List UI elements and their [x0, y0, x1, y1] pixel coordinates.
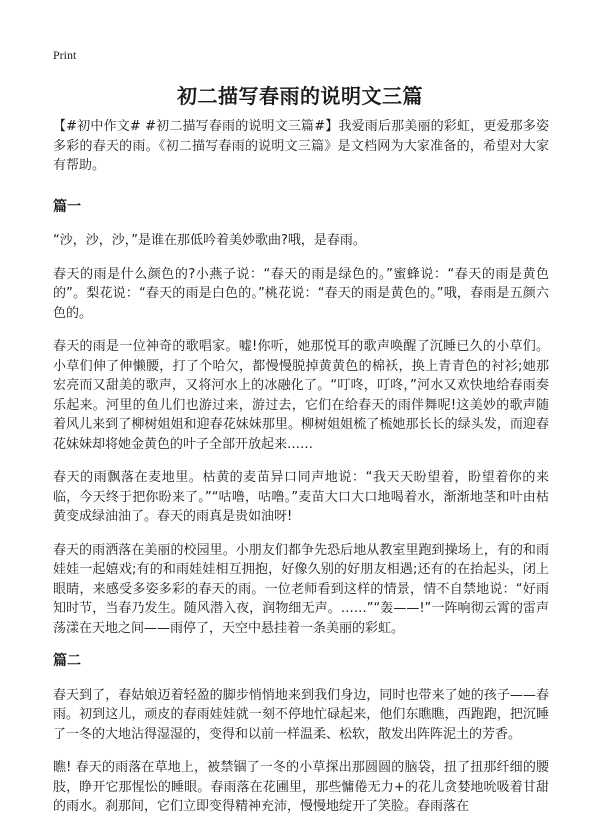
- print-link[interactable]: Print: [53, 48, 77, 62]
- paragraph: 春天的雨是一位神奇的歌唱家。嘘!你听，她那悦耳的歌声唤醒了沉睡已久的小草们。小草们伸了伸懒腰，打了个哈欠，都慢慢脱掉黄黄色的棉袄，换上青青色的衬衫;她那宏亮而又甜美的歌声，又将河水上的冰融化了。“叮咚，叮咚，”河水又欢快地给春雨奏乐起来。河里的鱼儿们也游过来，游过去，它们在给春天的雨伴舞呢!这美妙的歌声随着风儿来到了柳树姐姐和迎春花妹妹那里。柳树姐姐梳了梳她那长长的绿头发，而迎春花妹妹却将她金黄色的叶子全部开放起来……: [53, 339, 549, 452]
- intro-paragraph: 【#初中作文# #初二描写春雨的说明文三篇#】我爱雨后那美丽的彩虹，更爱那多姿多彩的春天的雨。《初二描写春雨的说明文三篇》是文档网为大家准备的，希望对大家有帮助。: [53, 119, 549, 173]
- paragraph: 春天的雨是什么颜色的?小燕子说：“春天的雨是绿色的。”蜜蜂说：“春天的雨是黄色的”。梨花说：“春天的雨是白色的。”桃花说：“春天的雨是黄色的。”哦，春雨是五颜六色的。: [53, 266, 549, 321]
- paragraph: “沙，沙，沙，”是谁在那低吟着美妙歌曲?哦，是春雨。: [53, 233, 366, 248]
- section-heading-1: 篇一: [53, 198, 81, 215]
- page-title: 初二描写春雨的说明文三篇: [177, 84, 423, 108]
- paragraph: 春天到了，春姑娘迈着轻盈的脚步悄悄地来到我们身边，同时也带来了她的孩子——春雨。初到这儿，顽皮的春雨娃娃就一刻不停地忙碌起来，他们东瞧瞧，西跑跑，把沉睡了一冬的大地沾得湿湿的，变得和以前一样温柔、松软，散发出阵阵泥土的芳香。: [53, 687, 549, 742]
- article-body: [53, 117, 549, 831]
- paragraph: 瞧! 春天的雨落在草地上，被禁锢了一冬的小草探出那圆圆的脑袋，扭了扭那纤细的腰肢，睁开它那惺忪的睡眼。春雨落在花圃里，那些慵倦无力+的花儿贪婪地吮吸着甘甜的雨水。刹那间，它们立即变得精神充沛，慢慢地绽开了笑脸。春雨落在: [53, 760, 549, 814]
- paragraph: 春天的雨飘落在麦地里。枯黄的麦苗异口同声地说：“我天天盼望着，盼望着你的来临，今天终于把你盼来了。”“咕噜，咕噜。”麦苗大口大口地喝着水，渐渐地茎和叶由枯黄变成绿油油了。春天的雨真是贵如油呀!: [53, 470, 549, 524]
- section-heading-2: 篇二: [53, 653, 81, 669]
- paragraph: 春天的雨洒落在美丽的校园里。小朋友们都争先恐后地从教室里跑到操场上，有的和雨娃娃一起嬉戏;有的和雨娃娃相互拥抱，好像久别的好朋友相遇;还有的在抬起头，闭上眼睛，来感受多姿多彩的春天的雨。一位老师看到这样的情景，情不自禁地说：“好雨知时节，当春乃发生。随风潜入夜，润物细无声。……”“轰——!”一阵响彻云霄的雷声荡漾在天地之间——雨停了，天空中悬挂着一条美丽的彩虹。: [53, 542, 549, 636]
